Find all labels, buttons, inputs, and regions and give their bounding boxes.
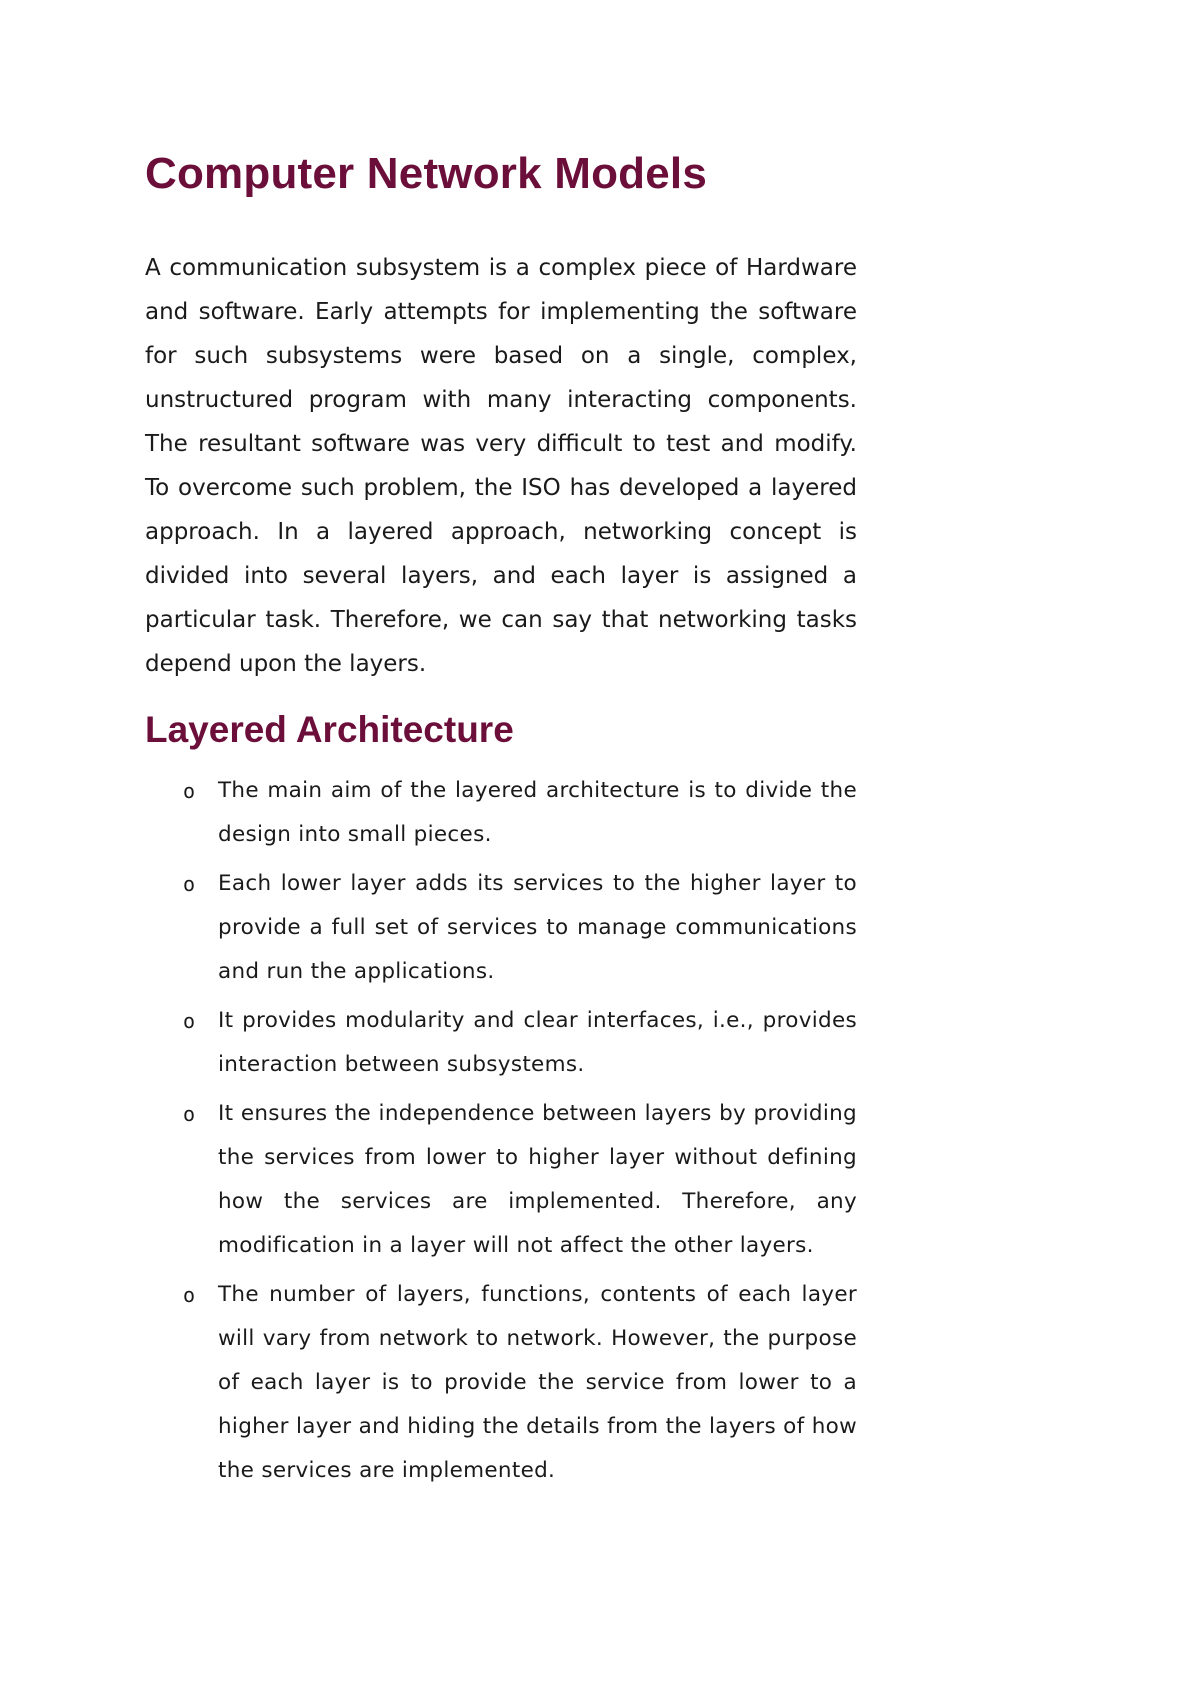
list-item [145,1092,857,1268]
page-title: Computer Network Models [145,149,707,198]
list-item-text: It provides modularity and clear interfaces, i.e., provides interaction between subsystems. [218,1007,857,1077]
bullet-marker-icon: o [183,1008,196,1033]
list-item-text: It ensures the independence between layers by providing the services from lower to higher layer without defining how the services are implemented. Therefore, any modification in a layer will not affect the other layers. [218,1100,857,1258]
list-item [145,862,857,994]
bullet-marker-icon: o [183,871,196,896]
list-item-text: The main aim of the layered architecture is to divide the design into small pieces. [218,777,857,847]
bullet-marker-icon: o [183,1101,196,1126]
bullet-marker-icon: o [183,778,196,803]
document-page [145,150,857,1498]
bullet-list [145,769,857,1493]
list-item-text: The number of layers, functions, contents of each layer will vary from network to network. However, the purpose of each layer is to provide the service from lower to a higher layer and hiding the details from the layers of how the services are implemented. [218,1281,857,1483]
list-item [145,1273,857,1493]
list-item [145,999,857,1087]
list-item-text: Each lower layer adds its services to the higher layer to provide a full set of services to manage communications and run the applications. [218,870,857,984]
list-item [145,769,857,857]
bullet-marker-icon: o [183,1282,196,1307]
intro-paragraph: A communication subsystem is a complex piece of Hardware and software. Early attempts for implementing the software for such subsystems were based on a single, complex, unstructured program with many interacting components. The resultant software was very difficult to test and modify. To overcome such problem, the ISO has developed a layered approach. In a layered approach, networking concept is divided into several layers, and each layer is assigned a particular task. Therefore, we can say that networking tasks depend upon the layers. [145,255,857,678]
section-heading-layered-architecture: Layered Architecture [145,709,514,751]
